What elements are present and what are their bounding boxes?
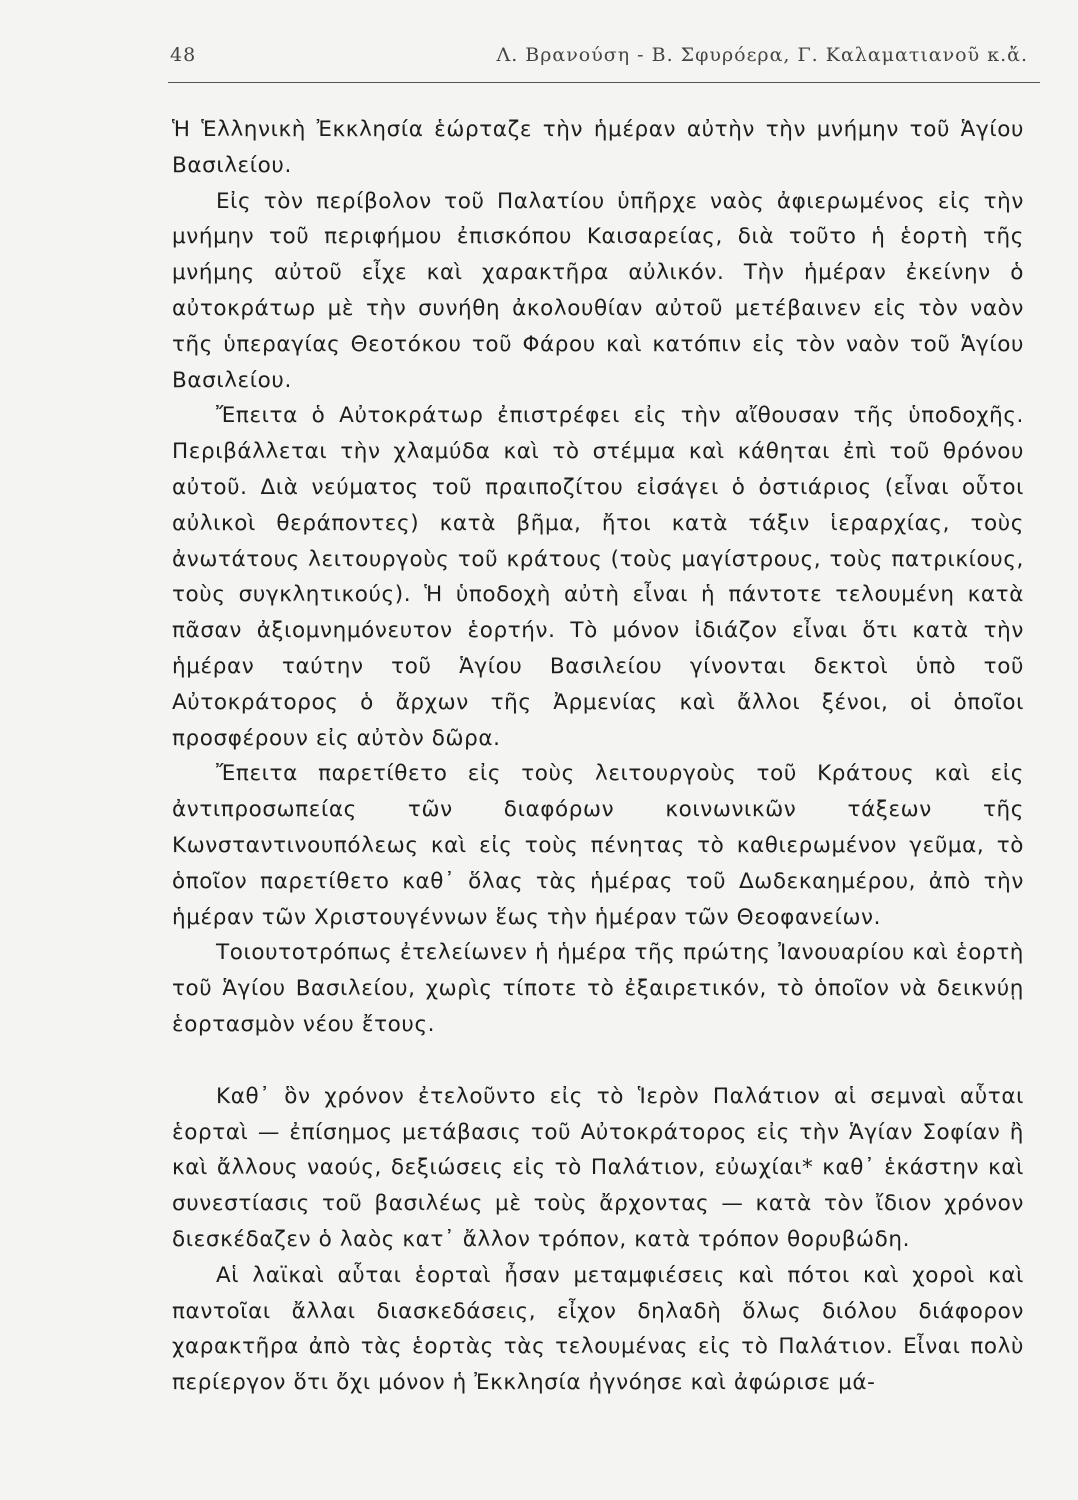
header-rule: [168, 82, 1040, 83]
paragraph: Ἡ Ἑλληνικὴ Ἐκκλησία ἑώρταζε τὴν ἡμέραν αὐτὴν τὴν μνήμην τοῦ Ἁγίου Βασιλείου.: [172, 117, 1024, 178]
paragraph: Τοιουτοτρόπως ἐτελείωνεν ἡ ἡμέρα τῆς πρώτης Ἰανουαρίου καὶ ἑορτὴ τοῦ Ἁγίου Βασιλείου, χωρὶς τίποτε τὸ ἐξαιρετικόν, τὸ ὁποῖον νὰ δεικνύῃ ἑορτασμὸν νέου ἔτους.: [172, 940, 1024, 1037]
paragraph: Ἔπειτα ὁ Αὐτοκράτωρ ἐπιστρέφει εἰς τὴν αἴθουσαν τῆς ὑποδοχῆς. Περιβάλλεται τὴν χλαμύδα καὶ τὸ στέμμα καὶ κάθηται ἐπὶ τοῦ θρόνου αὐτοῦ. Διὰ νεύματος τοῦ πραιποζίτου εἰσάγει ὁ ὀστιάριος (εἶναι οὗτοι αὐλικοὶ θεράποντες) κατὰ βῆμα, ἤτοι κατὰ τάξιν ἱεραρχίας, τοὺς ἀνωτάτους λειτουργοὺς τοῦ κράτους (τοὺς μαγίστρους, τοὺς πατρικίους, τοὺς συγκλητικούς). Ἡ ὑποδοχὴ αὐτὴ εἶναι ἡ πάντοτε τελουμένη κατὰ πᾶσαν ἀξιομνημόνευτον ἑορτήν. Τὸ μόνον ἰδιάζον εἶναι ὅτι κατὰ τὴν ἡμέραν ταύτην τοῦ Ἁγίου Βασιλείου γίνονται δεκτοὶ ὑπὸ τοῦ Αὐτοκράτορος ὁ ἄρχων τῆς Ἀρμενίας καὶ ἄλλοι ξένοι, οἱ ὁποῖοι προσφέρουν εἰς αὐτὸν δῶρα.: [172, 403, 1024, 751]
body-text: [172, 112, 1024, 1401]
paragraph: Ἔπειτα παρετίθετο εἰς τοὺς λειτουργοὺς τοῦ Κράτους καὶ εἰς ἀντιπροσωπείας τῶν διαφόρων κοινωνικῶν τάξεων τῆς Κωνσταντινουπόλεως καὶ εἰς τοὺς πένητας τὸ καθιερωμένον γεῦμα, τὸ ὁποῖον παρετίθετο καθ᾿ ὅλας τὰς ἡμέρας τοῦ Δωδεκαημέρου, ἀπὸ τὴν ἡμέραν τῶν Χριστουγέννων ἕως τὴν ἡμέραν τῶν Θεοφανείων.: [172, 761, 1024, 930]
paragraph: Εἰς τὸν περίβολον τοῦ Παλατίου ὑπῆρχε ναὸς ἀφιερωμένος εἰς τὴν μνήμην τοῦ περιφήμου ἐπισκόπου Καισαρείας, διὰ τοῦτο ἡ ἑορτὴ τῆς μνήμης αὐτοῦ εἶχε καὶ χαρακτῆρα αὐλικόν. Τὴν ἡμέραν ἐκείνην ὁ αὐτοκράτωρ μὲ τὴν συνήθη ἀκολουθίαν αὐτοῦ μετέβαινεν εἰς τὸν ναὸν τῆς ὑπεραγίας Θεοτόκου τοῦ Φάρου καὶ κατόπιν εἰς τὸν ναὸν τοῦ Ἁγίου Βασιλείου.: [172, 188, 1024, 393]
running-title: Λ. Βρανούση - Β. Σφυρόερα, Γ. Καλαματιανοῦ κ.ἄ.: [496, 44, 1028, 66]
paragraph: Αἱ λαϊκαὶ αὗται ἑορταὶ ἦσαν μεταμφιέσεις καὶ πότοι καὶ χοροὶ καὶ παντοῖαι ἄλλαι διασκεδάσεις, εἶχον δηλαδὴ ὅλως διόλου διάφορον χαρακτῆρα ἀπὸ τὰς ἑορτὰς τὰς τελουμένας εἰς τὸ Παλάτιον. Εἶναι πολὺ περίεργον ὅτι ὄχι μόνον ἡ Ἐκκλησία ἠγνόησε καὶ ἀφώρισε μά-: [172, 1262, 1024, 1396]
paragraph: Καθ᾿ ὃν χρόνον ἐτελοῦντο εἰς τὸ Ἱερὸν Παλάτιον αἱ σεμναὶ αὗται ἑορταὶ — ἐπίσημος μετάβασις τοῦ Αὐτοκράτορος εἰς τὴν Ἁγίαν Σοφίαν ἢ καὶ ἄλλους ναούς, δεξιώσεις εἰς τὸ Παλάτιον, εὐωχίαι* καθ᾿ ἑκάστην καὶ συνεστίασις τοῦ βασιλέως μὲ τοὺς ἄρχοντας — κατὰ τὸν ἴδιον χρόνον διεσκέδαζεν ὁ λαὸς κατ᾿ ἄλλον τρόπον, κατὰ τρόπον θορυβώδη.: [172, 1083, 1024, 1252]
running-head: [170, 44, 1038, 78]
page-number: 48: [170, 44, 197, 66]
